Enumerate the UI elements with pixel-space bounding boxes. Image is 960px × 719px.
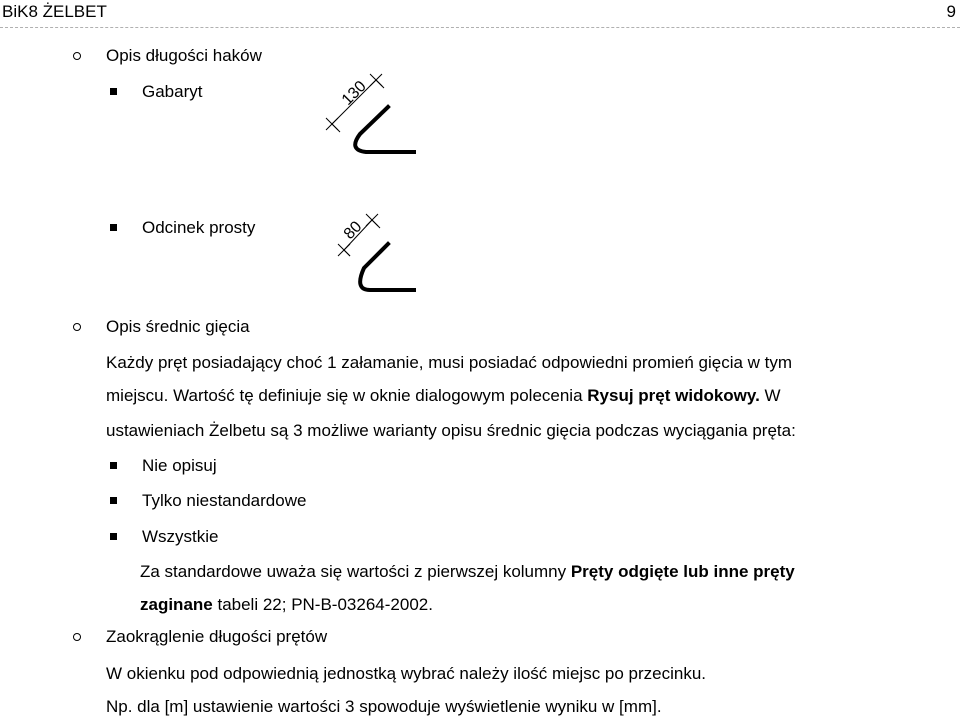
- page-number: 9: [946, 2, 956, 21]
- circle-bullet-icon: [73, 323, 81, 331]
- section-title-bend: Opis średnic gięcia: [106, 317, 250, 336]
- option-niestandardowe: Tylko niestandardowe: [142, 491, 307, 510]
- table-reference: Pręty odgięte lub inne pręty: [570, 562, 795, 581]
- section-title-hooks: Opis długości haków: [106, 46, 262, 65]
- bend-paragraph-line2: miejscu. Wartość tę definiuje się w oknie dialogowym polecenia Rysuj pręt widokowy. W: [106, 386, 781, 405]
- square-bullet-icon: [110, 224, 117, 231]
- page-header: [0, 0, 960, 24]
- circle-bullet-icon: [73, 633, 81, 641]
- square-bullet-icon: [110, 497, 117, 504]
- hook-option-gabaryt: Gabaryt: [142, 82, 203, 101]
- standard-note-line1: Za standardowe uważa się wartości z pierwszej kolumny Pręty odgięte lub inne pręty: [140, 562, 795, 581]
- hook-straight-figure: [334, 210, 424, 300]
- header-divider: [0, 27, 960, 28]
- dimension-label: 80: [340, 218, 366, 243]
- hook-gabaryt-figure: [318, 72, 428, 162]
- circle-bullet-icon: [73, 52, 81, 60]
- square-bullet-icon: [110, 462, 117, 469]
- bend-paragraph-line1: Każdy pręt posiadający choć 1 załamanie, musi posiadać odpowiedni promień gięcia w tym: [106, 353, 793, 372]
- section-title-rounding: Zaokrąglenie długości prętów: [106, 627, 328, 646]
- bend-paragraph-line3: ustawieniach Żelbetu są 3 możliwe warianty opisu średnic gięcia podczas wyciągania pręta:: [106, 421, 796, 440]
- hook-option-odcinek: Odcinek prosty: [142, 218, 256, 237]
- option-wszystkie: Wszystkie: [142, 527, 219, 546]
- option-nie-opisuj: Nie opisuj: [142, 456, 217, 475]
- standard-note-line2: zaginane tabeli 22; PN-B-03264-2002.: [140, 595, 433, 614]
- rounding-line2: Np. dla [m] ustawienie wartości 3 spowoduje wyświetlenie wyniku w [mm].: [106, 697, 662, 716]
- square-bullet-icon: [110, 533, 117, 540]
- square-bullet-icon: [110, 88, 117, 95]
- header-title: BiK8 ŻELBET: [2, 2, 107, 21]
- dimension-label: 130: [338, 77, 370, 109]
- rounding-line1: W okienku pod odpowiednią jednostką wybrać należy ilość miejsc po przecinku.: [106, 664, 707, 683]
- command-name: Rysuj pręt widokowy.: [587, 386, 760, 405]
